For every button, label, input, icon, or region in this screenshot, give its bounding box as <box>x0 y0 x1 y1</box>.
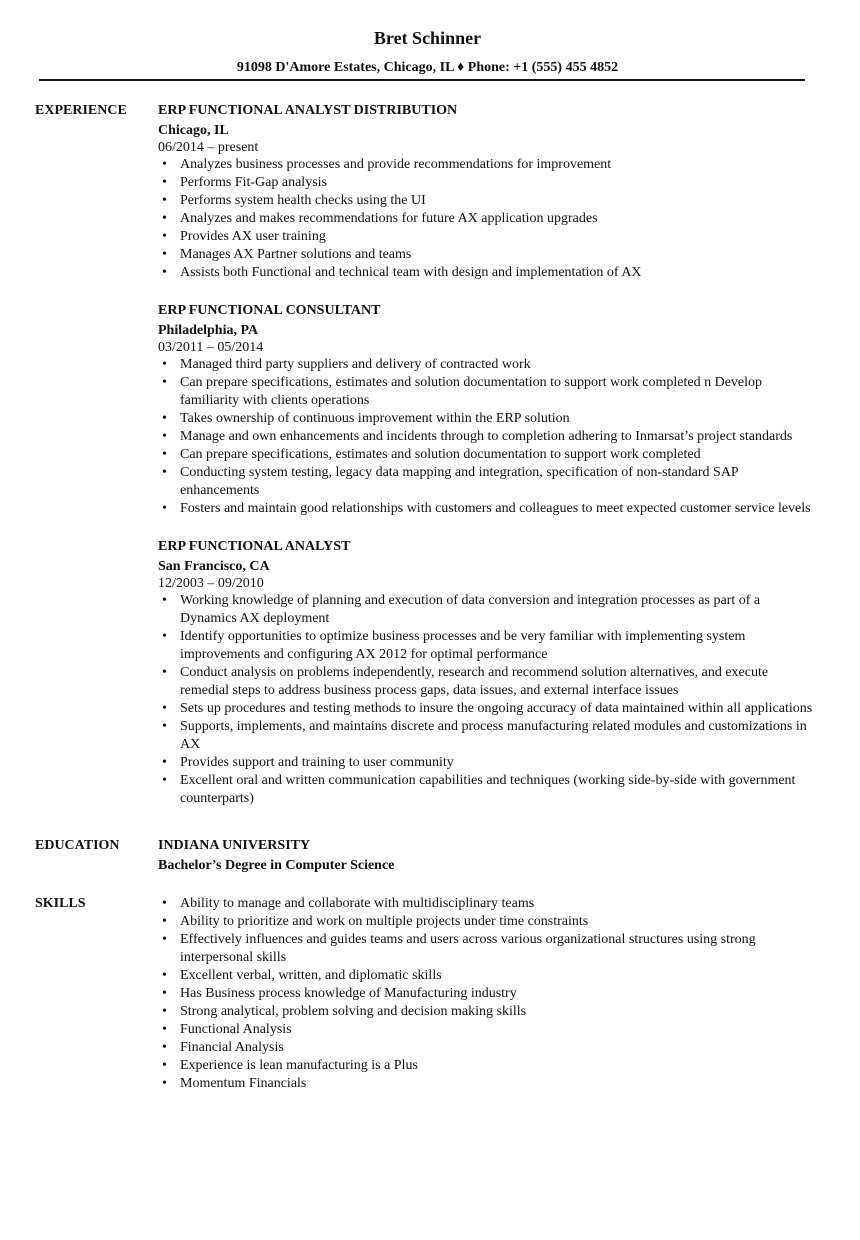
job-location: Philadelphia, PA <box>158 323 259 338</box>
list-item: • Fosters and maintain good relationships with customers and colleagues to meet expected customer service levels <box>158 500 820 518</box>
list-item: • Manage and own enhancements and incidents through to completion adhering to Inmarsat’s project standards <box>158 428 820 446</box>
school-name: INDIANA UNIVERSITY <box>158 838 311 853</box>
list-item: • Analyzes and makes recommendations for future AX application upgrades <box>158 210 820 228</box>
job-entry <box>158 538 820 808</box>
list-item: • Effectively influences and guides teams and users across various organizational structures using strong interpersonal skills <box>158 931 820 967</box>
list-item: • Experience is lean manufacturing is a Plus <box>158 1057 820 1075</box>
job-dates: 06/2014 – present <box>158 140 259 155</box>
list-item: • Supports, implements, and maintains discrete and process manufacturing related modules and customizations in AX <box>158 718 820 754</box>
skills-section <box>35 895 820 1093</box>
education-section <box>35 837 820 875</box>
list-item: • Analyzes business processes and provide recommendations for improvement <box>158 156 820 174</box>
section-label-skills: SKILLS <box>35 896 86 911</box>
list-item: • Identify opportunities to optimize business processes and be very familiar with implementing system improvements and configuring AX 2012 for optimal performance <box>158 628 820 664</box>
list-item: • Can prepare specifications, estimates and solution documentation to support work completed n Develop familiarity with clients operations <box>158 374 820 410</box>
header-divider <box>39 79 805 81</box>
list-item: • Ability to manage and collaborate with multidisciplinary teams <box>158 895 820 913</box>
list-item: • Sets up procedures and testing methods to insure the ongoing accuracy of data maintained within all applications <box>158 700 820 718</box>
list-item: • Working knowledge of planning and execution of data conversion and integration processes as part of a Dynamics AX deployment <box>158 592 820 628</box>
list-item: • Conducting system testing, legacy data mapping and integration, specification of non-standard SAP enhancements <box>158 464 820 500</box>
list-item: • Can prepare specifications, estimates and solution documentation to support work completed <box>158 446 820 464</box>
job-title: ERP FUNCTIONAL ANALYST <box>158 539 351 554</box>
list-item: • Excellent verbal, written, and diplomatic skills <box>158 967 820 985</box>
list-item: • Strong analytical, problem solving and decision making skills <box>158 1003 820 1021</box>
job-entry <box>158 302 820 518</box>
experience-section <box>35 102 820 808</box>
section-label-experience: EXPERIENCE <box>35 103 127 118</box>
job-entry <box>158 102 820 282</box>
section-label-education: EDUCATION <box>35 838 120 853</box>
job-bullets <box>158 156 820 282</box>
resume-header <box>35 24 820 81</box>
skills-list <box>158 895 820 1093</box>
list-item: • Manages AX Partner solutions and teams <box>158 246 820 264</box>
job-bullets <box>158 356 820 518</box>
list-item: • Functional Analysis <box>158 1021 820 1039</box>
list-item: • Provides support and training to user community <box>158 754 820 772</box>
list-item: • Performs system health checks using the UI <box>158 192 820 210</box>
list-item: • Performs Fit-Gap analysis <box>158 174 820 192</box>
experience-body <box>158 102 820 808</box>
job-title: ERP FUNCTIONAL ANALYST DISTRIBUTION <box>158 103 458 118</box>
list-item: • Momentum Financials <box>158 1075 820 1093</box>
job-location: San Francisco, CA <box>158 559 270 574</box>
degree: Bachelor’s Degree in Computer Science <box>158 858 395 873</box>
list-item: • Excellent oral and written communication capabilities and techniques (working side-by-side with government counterparts) <box>158 772 820 808</box>
job-bullets <box>158 592 820 808</box>
job-dates: 03/2011 – 05/2014 <box>158 340 264 355</box>
candidate-name: Bret Schinner <box>373 28 482 48</box>
job-location: Chicago, IL <box>158 123 229 138</box>
list-item: • Assists both Functional and technical team with design and implementation of AX <box>158 264 820 282</box>
job-dates: 12/2003 – 09/2010 <box>158 576 264 591</box>
contact-line: 91098 D'Amore Estates, Chicago, IL ♦ Phone: +1 (555) 455 4852 <box>236 60 619 75</box>
list-item: • Has Business process knowledge of Manufacturing industry <box>158 985 820 1003</box>
list-item: • Provides AX user training <box>158 228 820 246</box>
job-title: ERP FUNCTIONAL CONSULTANT <box>158 303 381 318</box>
list-item: • Ability to prioritize and work on multiple projects under time constraints <box>158 913 820 931</box>
list-item: • Financial Analysis <box>158 1039 820 1057</box>
skills-body <box>158 895 820 1093</box>
education-body <box>158 837 820 875</box>
list-item: • Takes ownership of continuous improvement within the ERP solution <box>158 410 820 428</box>
list-item: • Managed third party suppliers and delivery of contracted work <box>158 356 820 374</box>
list-item: • Conduct analysis on problems independently, research and recommend solution alternatives, and execute remedial steps to address business process gaps, data issues, and external interface issues <box>158 664 820 700</box>
